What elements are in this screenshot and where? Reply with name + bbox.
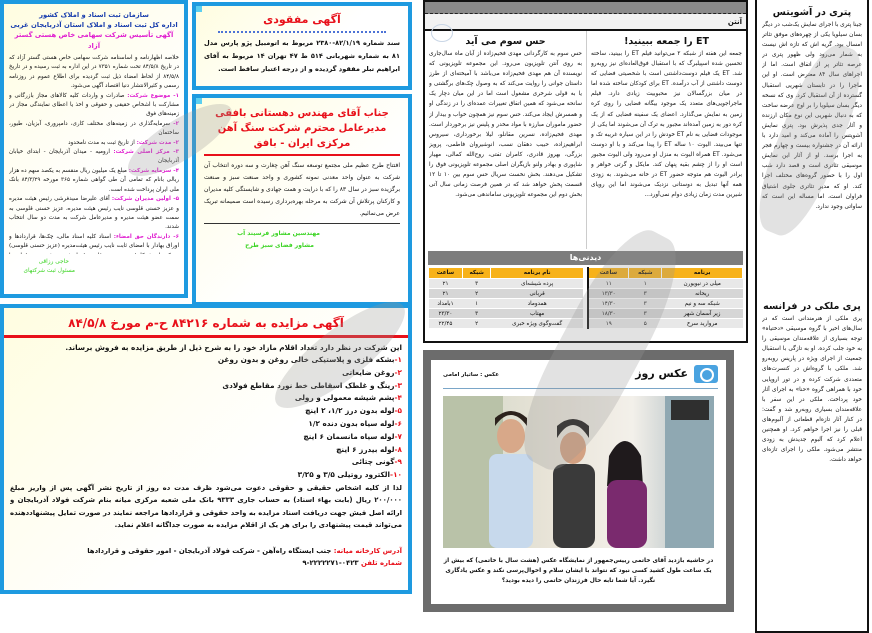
tv-cell: ۲۳/۳۰ [429,309,463,319]
tv-header-row [588,268,743,279]
tv-cell: ۲ [462,289,491,299]
auction-phone [10,557,402,570]
tv-cell: ریحانه [662,289,743,299]
photo-scene [443,396,714,548]
registration-item [9,148,179,167]
et-body: جمعه این هفته از شبکه ۲ می‌توانید فیلم ET را ببینید، ساخته تحسین شده اسپیلبرگ که با استقبال فوق‌العاده‌ای نیز روبه‌رو شد. ET یک فیلم دوست‌داشتنی است با شخصیتی فضایی که دوست داشتنی از آب درآمده. ET برای کودکان ساخته شده اما در میان بزرگسالان نیز محبوبیت زیادی دارد. فیلم ماجراجویی‌های متعدد یک موجود بیگانه فضایی را روی کره زمین به نمایش می‌گذارد. اعضای یک سفینه فضایی که از یک کره دور به زمین آمده‌اند مجبور به ترک آن می‌شوند اما یکی از موجودات فضایی به نام ET خودش را در این سیاره غریبه تک و تنها می‌بیند. الیوت ۱۰ ساله ET را پیدا می‌کند و با او دوست می‌شود. ET همراه الیوت به منزل او می‌رود ولی الیوت مجبور است او را از چشم بقیه پنهان کند. مایکل و گرتی خواهر و برادر الیوت هم متوجه حضور ET در خانه می‌شوند. به زودی همه آنها تبدیل به دوستانی نزدیک می‌شوند اما این رویای شیرین مدت زمان زیادی دوام نمی‌آورد... [591,51,742,199]
tv-cell: ۵ [629,319,662,329]
auction-item [10,367,402,380]
auction-item [10,354,402,367]
auction-item [10,456,402,469]
tv-cell: گفت‌وگوی ویژه خبری [491,319,583,329]
registration-item-label: ۲- [173,120,179,127]
congrats-body: افتتاح طرح عظیم ملی مجتمع توسعه سنگ آهن چغارت و سه دوره انتخاب آن شرکت به عنوان واحد معدنی نمونه کشوری و واحد صنعت سبز و صنعت برگزیده سبز در سال ۸۳ را که با درایت و همت جهادی و شایستگی کلیه مدیران و کارکنان پرتلاش آن شرکت به مرحله بهره‌برداری رسیده است صمیمانه تبریک عرض می‌نمائیم. [204,162,400,217]
auction-title: آگهی مزایده به شماره ۸۴۲۱۶ ح-م مورخ ۸۴/۵/۸ [68,316,344,330]
ad-corner-mark [194,4,202,12]
auction-item-number: ۳- [394,380,402,390]
tv-cell: ۲۱ [429,279,463,289]
congrats-title: جناب آقای مهندس دهستانی بافقی مدیرعامل محترم شرکت سنگ آهن مرکزی ایران - بافق [215,108,389,149]
auction-item-text: گونی چتائی [351,457,395,467]
auction-item [10,405,402,418]
auction-item [10,380,402,393]
tv-column-header: ساعت [588,268,629,279]
ad-corner-mark [194,96,202,104]
globe-icon [431,24,453,42]
article-malaki-title: پری ملکی در فرانسه [763,301,861,312]
tv-cell: ۱۸/۳۰ [588,309,629,319]
lost-notice-ad [192,2,412,90]
section-label: آنتن [727,18,742,26]
auction-address-value: جنب ایستگاه راه‌آهن - شرکت فولاد آذربایجان - امور حقوقی و قراردادها [87,546,332,555]
auction-item-number: ۷- [394,431,402,441]
antenna-panel [423,0,748,343]
auction-item-text: لوله بدون درز ۱/۲، ۲ اینچ [305,406,395,416]
registration-signature-title: مسئول ثبت شرکتهای [23,268,75,274]
tv-cell: ۱۳/۳۰ [588,289,629,299]
title-divider [4,335,408,338]
auction-intro: این شرکت در نظر دارد تعداد اقلام مازاد خود را به شرح ذیل از طریق مزایده به فروش برساند. [65,343,402,352]
registration-item [9,233,179,254]
photo-person-2-face [560,432,586,464]
sense-article [425,31,586,249]
tv-cell: ۳ [462,309,491,319]
registration-items [9,92,179,254]
registration-item-text: ارومیه - میدان آذربایجان - ابتدای خیابان آذربایجان [9,149,179,165]
photo-person-3-scarf [607,441,643,486]
tv-row [429,309,584,319]
tv-cell: شبکه سه و نیم [662,299,743,309]
tv-cell: ۱ [629,279,662,289]
auction-item [10,431,402,444]
tv-column-header: نام برنامه [491,268,583,279]
auction-address [10,545,402,558]
auction-item-text: لوله سیاه بدون دنده ۱/۲ [308,418,395,428]
photo-person-2-robe [553,464,595,548]
et-article [586,31,746,249]
photo-title: عکس روز [635,367,688,380]
tv-cell: قربانی [491,289,583,299]
photo-image [443,396,714,548]
tv-schedule-tables [428,267,743,329]
tv-column-header: شبکه [462,268,491,279]
auction-item-text: رینگ و غلطک اسقاطی خط نورد مقاطع فولادی [222,380,395,390]
photo-title-rule [443,388,718,389]
auction-items [10,354,402,482]
registration-item [9,195,179,233]
sense-body: حس سوم به کارگردانی مهدی فخیم‌زاده از آبان ماه سال‌جاری به روی آنتن تلویزیون می‌رود. این مجموعه تلویزیونی که نویسنده آن هم مهدی فخیم‌زاده می‌باشد با آمیخته‌ای از طرز داستان جوانی را روایت می‌کند که به وصول چک‌های برگشتی و یا به قولی شرخری مشغول است اما در این میان دچار یک سانحه می‌شود که همین اتفاق تغییرات عمده‌ای را در زندگی او و همسرش ایجاد می‌کند. حس سوم نیز همچون خواب و بیدار از حضور ماموران مبارزه با مواد مخدر و پلیس نیز برخوردار است. مهدی فخیم‌زاده، نسرین مقانلو، لیلا برخورداری، سیروس ابراهیم‌زاده، حبیب دهقان نسب، انوشیروان فاطمی، پرویز بزرگی، بهروز قادری، کامران تفتی، روح‌الله کمالی، مهیار شاپوری و بهادر ولنو بازیگران اصلی مجموعه تلویزیونی فوق را تشکیل می‌دهند. بخش نخست سریال حس سوم بین ۱۰ تا ۱۲ قسمت پخش خواهد شد که در همین فرصت زمانی سال آتی بخش دوم این مجموعه تلویزیونی ساماندهی می‌شود. [429,51,582,199]
registration-item [9,92,179,120]
registration-item-text: آقای علیرضا سیدفرشی رئیس هیئت مدیره و عزیز حسنی قلوسی نایب رئیس هیئت مدیره، عزیز حسنی قلوسی به سمت عضو هیئت مدیره و مدیرعامل شرکت به مدت دو سال انتخاب شدند. [9,196,179,231]
auction-item-number: ۲- [394,367,402,377]
lost-notice-title: آگهی مفقودی [263,13,341,26]
tv-cell: پرده شیشه‌ای [491,279,583,289]
auction-item-number: ۶- [394,418,402,428]
registration-item [9,139,179,148]
tv-column-header: شبکه [629,268,662,279]
tv-cell: مروارید سرخ [662,319,743,329]
tv-row [429,289,584,299]
auction-item [10,392,402,405]
registration-org-line1: سازمان ثبت اسناد و املاک کشور [39,11,149,19]
auction-item-number: ۱۰- [390,470,402,480]
auction-item-number: ۵- [394,406,402,416]
photo-caption: در حاشیه بازدید آقای خاتمی رییس‌جمهور از نمایشگاه عکس (هشت سال با خاتمی) که بیش از یک ساعت طول کشید کسی نبود که نتواند با ایشان سلام و احوال‌پرسی نکند و عکس یادگاری نگیرد. آیا شما تابه حال فرزندان خاتمی را دیده بودید؟ [443,558,714,584]
registration-signature-name: حاجی رزاقی [38,259,69,265]
tv-row [588,299,743,309]
tv-cell: میلی در نیویورن [662,279,743,289]
tv-cell: ۱بامداد [429,299,463,309]
tv-cell: ۳ [629,289,662,299]
tv-cell: مهتاب [491,309,583,319]
tv-table-left [428,267,584,329]
antenna-articles [425,31,746,249]
registration-item-text: مبلغ یک میلیون ریال منقسم به یکصد سهم ده هزار ریالی بانام که تمامی آن طی گواهی شماره ۳۶۵ مورخه ۸۴/۳/۲۹ بانک ملی ایران پرداخت شده است. [9,167,179,193]
tv-row [588,309,743,319]
title-divider [218,31,386,33]
registration-item-label: ۳- مرکز اصلی شرکت: [113,149,179,156]
photo-person-3-dress [607,480,647,548]
congrats-ad [192,94,412,306]
auction-body: لذا از کلیه اشخاص حقیقی و حقوقی دعوت می‌شود ظرف مدت ده روز از تاریخ نشر آگهی پس از واریز مبلغ ۲۰۰/۰۰۰ ریال (بابت بهاء اسناد) به حساب جاری ۹۳۳۳ بانک ملی شعبه مرکزی میانه بنام شرکت فولاد آذربایجان و ارائه اصل فیش جهت دریافت اسناد مزایده به واحد حقوقی و قراردادها مراجعه نمایند در صورت تمایل پیشنهاددهنده می‌تواند قیمت پیشنهادی را برای هر یک از اقلام مزایده به صورت جداگانه اعلام نماید. [10,483,402,530]
body-divider [204,223,400,224]
tv-cell: ۳ [629,299,662,309]
tv-column-header: ساعت [429,268,463,279]
tv-row [588,289,743,299]
tv-cell: ۱۴/۳۰ [588,299,629,309]
registration-item [9,167,179,195]
tv-schedule-title: دیدنی‌ها [428,251,743,265]
title-divider [204,154,400,156]
tv-cell: ۲۱ [429,289,463,299]
registration-item-text: اسناد کلیه اسناد مالی، چک‌ها، قراردادها و اوراق بهادار با امضای ثابت نایب رئیس هیئت‌مدیره (عزیز حسنی قلوسی) [9,233,179,250]
registration-item-text: از تاریخ ثبت به مدت نامحدود [68,139,135,146]
photo-person-1-shirt [489,454,533,548]
registration-item [9,120,179,139]
auction-item-text: لوله بیدرز ۶ اینچ [336,444,395,454]
tv-table-right [587,267,743,329]
section-label-bar [425,14,746,31]
auction-ad [0,304,412,594]
tv-row [588,279,743,289]
photo-of-day [423,350,734,612]
article-pettry-body: جینا پتری با اجرای نمایش یک‌شب در دیگر بسان سیلویا یکی از چهره‌های موفق تئاتر امسال بود. گریه اش که تازه اش نیست به شمار می‌رود ولی ظهور پتری در عرصه تئاتر پر از اتفاق است. اما از اجراهای سال ۸۴ معترض است. او این ماجرا را در تابستان شهریی استقبال گسترده از آن استقبال کرد. وی که نسخه دیگر بسان سیلویا را بر اوج عرضه ساخت که به دنبال شهریی این نوع مکان ارزنده و آثار جدی پذیرش بود. پتری نمایش آشویتس را آماده می‌کند و امید دارد با ارائه آن در جشنواره بیست و چهارم فجر به اجرا برسد. او از آثار این نمایش موسیقی تئاتری است و قصد دارد شب اول را با حضور گروه‌های مختلف اجرا کند. او که مدیر تئاتری جلوی اشتیاق فراوان است، اما مساله این است که ساواتی وجود ندارد. [762,22,862,210]
photo-card [431,360,726,604]
auction-item-number: ۴- [394,393,402,403]
photo-person-1-face [497,419,525,453]
tv-cell: همدوماد [491,299,583,309]
congrats-sign-1: مهندسین مشاور فرسیند آب [237,230,320,237]
registration-ad [0,0,188,298]
tv-cell: زیر آسمان شهر [662,309,743,319]
article-pettry-title: پتری در آشویتس [772,7,852,18]
auction-phone-value: ۰۴۲۳-۲۲۲۲۲۷۱-۹ [302,559,359,568]
tv-cell: ۲۲/۴۵ [429,319,463,329]
registration-intro: خلاصه اظهارنامه و اساسنامه شرکت سهامی خاص هستی گستر آزاد که در تاریخ ۸۴/۵/۸ تحت شماره ۷۳۵۱ در این اداره به ثبت رسیده و در تاریخ ۸۴/۵/۸ از لحاظ امضاء ذیل ثبت گردیده برای اطلاع عموم در روزنامه رسمی و کثیرالانتشار دنیا اقتصاد آگهی می‌شود. [9,55,179,90]
auction-item-text: روغن ضایعاتی [342,367,395,377]
auction-item [10,418,402,431]
lost-notice-body: سند شماره ۸۲/۱/۱۹-۲۳۸۰ مربوط به اتومبیل پژو پارس مدل ۸۱ به شماره شهربانی ۵۱۴ ط ۴۷ تهران ۱۴ مربوط به آقای ابراهیم تبلر مفقود گردیده و از درجه اعتبار ساقط است. [204,39,400,73]
tv-cell: ۱۱ [588,279,629,289]
auction-address-label: آدرس کارخانه میانه: [333,546,402,555]
auction-item-number: ۱- [394,355,402,364]
registration-item-label: ۵- اولین مدیران شرکت: [111,196,179,203]
registration-item-text: صادرات و واردات کلیه کالاهای مجاز بازرگانی و مشارکت با اشخاص حقیقی و حقوقی و اخذ یا اعطای نمایندگی مجاز در زمینه‌های فوق [9,92,179,118]
tv-cell: ۳ [629,309,662,319]
sense-title: حس سوم می آید [465,36,546,47]
article-malaki-body: پری ملکی از هنرمندانی است که در سال‌های اخیر با گروه موسیقی «دختیاه» توجه بسیاری از علاقه‌مندان موسیقی را به خود جلب کرده. او به تازگی با استقبال جمعیت از اجرای ویژه در پاریس روبه‌رو شد. ملکی با گروه‌اش در کنسرت‌های متعددی شرکت کرده و در تور اروپایی خود با همراهی گروه «حنا» به اجرای آثار خود پرداخت. ملکی در این سفر با علاقه‌مندان بسیاری روبه‌رو شد و گفت: در کنار آثار تازه‌ام قطعاتی از آلبوم‌های قبلی را نیز اجرا خواهم کرد. او همچنین اعلام کرد که آلبوم جدیدش به زودی منتشر می‌شود. ملکی را اجرای تازه‌ای خواهد داشت. [762,316,862,464]
auction-item-number: ۸- [394,444,402,454]
registration-body [9,54,179,254]
congrats-sign-2: مشاور فضای سبز طرح [245,242,314,249]
registration-item-label: ۶- دارندگان حق امضاء: [113,233,179,240]
auction-item-text: پشم شیشه معمولی و رولی [294,393,395,403]
tv-row [588,319,743,329]
tv-cell: ۲ [462,319,491,329]
photo-window [671,400,709,420]
et-title: ET را جمعه ببینید! [624,36,709,47]
camera-icon [694,365,718,383]
registration-org-line2: اداره کل ثبت اسناد و املاک استان آذربایجان غربی [10,21,178,29]
auction-item-text: الکترود روتیلی ۳/۵ و ۳/۲۵ [297,470,391,480]
auction-phone-label: شماره تلفن [361,559,402,568]
auction-item [10,444,402,457]
auction-item-text: بشکه فلزی و پلاستیکی خالی روغن و بدون روغن [217,355,395,364]
registration-item-label: ۴- سرمایه شرکت: [128,167,179,174]
tv-cell: ۳ [462,279,491,289]
tv-cell: ۱۹ [588,319,629,329]
tv-schedule [425,249,746,329]
section-header-band [425,2,746,14]
tv-row [429,299,584,309]
tv-column-header: برنامه [662,268,743,279]
right-column [755,0,869,633]
auction-item [10,469,402,482]
tv-row [429,279,584,289]
photo-credit: عکس : ساتیار امامی [443,372,500,378]
tv-header-row [429,268,584,279]
registration-item-text: سرمایه‌گذاری در زمینه‌های مختلف کاری، دامپروری، آبزیان، طیور، ساختمان [9,120,179,137]
registration-item-label: ۲- مدت شرکت: [136,139,179,146]
registration-item-label: ۱- موضوع شرکت: [127,92,179,99]
tv-cell: ۱ [462,299,491,309]
tv-row [429,319,584,329]
auction-item-text: لوله سیاه مانسمان ۶ اینچ [303,431,395,441]
registration-title: آگهی تأسیس شرکت سهامی خاص هستی گستر آزاد [14,31,174,50]
auction-item-number: ۹- [394,457,402,467]
